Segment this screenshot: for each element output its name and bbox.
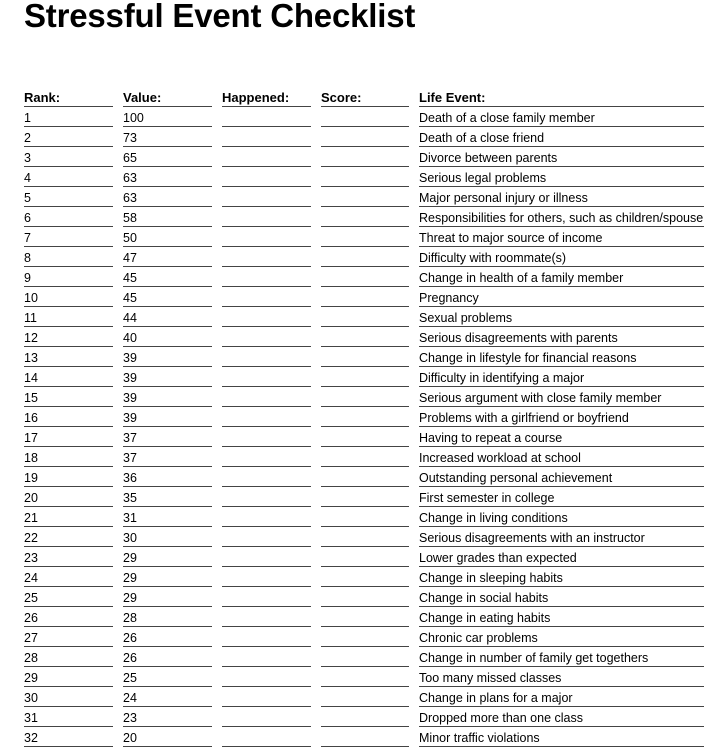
rank-cell: 19 (24, 468, 113, 487)
checklist-table (0, 88, 714, 748)
table-row (0, 728, 714, 748)
happened-blank[interactable] (222, 408, 311, 427)
table-row (0, 208, 714, 228)
table-row (0, 428, 714, 448)
value-cell: 39 (123, 348, 212, 367)
value-cell: 65 (123, 148, 212, 167)
table-row (0, 328, 714, 348)
rank-cell: 26 (24, 608, 113, 627)
score-blank[interactable] (321, 248, 409, 267)
table-row (0, 608, 714, 628)
happened-blank[interactable] (222, 628, 311, 647)
header-rank: Rank: (24, 88, 113, 107)
value-cell: 20 (123, 728, 212, 747)
happened-blank[interactable] (222, 428, 311, 447)
score-blank[interactable] (321, 628, 409, 647)
happened-blank[interactable] (222, 728, 311, 747)
happened-blank[interactable] (222, 248, 311, 267)
rank-cell: 15 (24, 388, 113, 407)
value-cell: 63 (123, 168, 212, 187)
header-score: Score: (321, 88, 409, 107)
table-row (0, 548, 714, 568)
life-event-cell: Responsibilities for others, such as children/spouse (419, 208, 704, 227)
life-event-cell: Change in social habits (419, 588, 704, 607)
rank-cell: 30 (24, 688, 113, 707)
table-row (0, 188, 714, 208)
rank-cell: 8 (24, 248, 113, 267)
rank-cell: 21 (24, 508, 113, 527)
value-cell: 23 (123, 708, 212, 727)
table-row (0, 448, 714, 468)
table-row (0, 708, 714, 728)
happened-blank[interactable] (222, 468, 311, 487)
life-event-cell: Too many missed classes (419, 668, 704, 687)
happened-blank[interactable] (222, 188, 311, 207)
rank-cell: 14 (24, 368, 113, 387)
value-cell: 29 (123, 548, 212, 567)
rank-cell: 10 (24, 288, 113, 307)
life-event-cell: Serious disagreements with an instructor (419, 528, 704, 547)
life-event-cell: Difficulty in identifying a major (419, 368, 704, 387)
life-event-cell: Death of a close family member (419, 108, 704, 127)
happened-blank[interactable] (222, 308, 311, 327)
rank-cell: 2 (24, 128, 113, 147)
life-event-cell: Divorce between parents (419, 148, 704, 167)
score-blank[interactable] (321, 308, 409, 327)
rank-cell: 3 (24, 148, 113, 167)
value-cell: 36 (123, 468, 212, 487)
life-event-cell: Lower grades than expected (419, 548, 704, 567)
score-blank[interactable] (321, 228, 409, 247)
life-event-cell: Difficulty with roommate(s) (419, 248, 704, 267)
rank-cell: 11 (24, 308, 113, 327)
score-blank[interactable] (321, 388, 409, 407)
rank-cell: 23 (24, 548, 113, 567)
table-row (0, 228, 714, 248)
score-blank[interactable] (321, 688, 409, 707)
score-blank[interactable] (321, 348, 409, 367)
happened-blank[interactable] (222, 108, 311, 127)
score-blank[interactable] (321, 508, 409, 527)
score-blank[interactable] (321, 168, 409, 187)
score-blank[interactable] (321, 488, 409, 507)
life-event-cell: Dropped more than one class (419, 708, 704, 727)
score-blank[interactable] (321, 448, 409, 467)
score-blank[interactable] (321, 568, 409, 587)
happened-blank[interactable] (222, 688, 311, 707)
header-happened: Happened: (222, 88, 311, 107)
rank-cell: 27 (24, 628, 113, 647)
life-event-cell: Pregnancy (419, 288, 704, 307)
life-event-cell: Serious argument with close family member (419, 388, 704, 407)
table-row (0, 648, 714, 668)
value-cell: 29 (123, 568, 212, 587)
value-cell: 35 (123, 488, 212, 507)
rank-cell: 28 (24, 648, 113, 667)
table-row (0, 688, 714, 708)
score-blank[interactable] (321, 468, 409, 487)
table-row (0, 288, 714, 308)
score-blank[interactable] (321, 288, 409, 307)
table-row (0, 168, 714, 188)
happened-blank[interactable] (222, 388, 311, 407)
score-blank[interactable] (321, 108, 409, 127)
happened-blank[interactable] (222, 648, 311, 667)
table-row (0, 588, 714, 608)
value-cell: 26 (123, 648, 212, 667)
life-event-cell: Change in plans for a major (419, 688, 704, 707)
happened-blank[interactable] (222, 528, 311, 547)
life-event-cell: Chronic car problems (419, 628, 704, 647)
score-blank[interactable] (321, 528, 409, 547)
value-cell: 100 (123, 108, 212, 127)
score-blank[interactable] (321, 368, 409, 387)
life-event-cell: Change in health of a family member (419, 268, 704, 287)
happened-blank[interactable] (222, 568, 311, 587)
value-cell: 25 (123, 668, 212, 687)
table-row (0, 628, 714, 648)
life-event-cell: Serious disagreements with parents (419, 328, 704, 347)
value-cell: 30 (123, 528, 212, 547)
happened-blank[interactable] (222, 268, 311, 287)
life-event-cell: Change in sleeping habits (419, 568, 704, 587)
table-row (0, 668, 714, 688)
happened-blank[interactable] (222, 168, 311, 187)
value-cell: 63 (123, 188, 212, 207)
table-body (0, 108, 714, 748)
score-blank[interactable] (321, 608, 409, 627)
table-row (0, 308, 714, 328)
header-value: Value: (123, 88, 212, 107)
rank-cell: 18 (24, 448, 113, 467)
value-cell: 45 (123, 288, 212, 307)
table-row (0, 368, 714, 388)
value-cell: 39 (123, 388, 212, 407)
happened-blank[interactable] (222, 668, 311, 687)
rank-cell: 13 (24, 348, 113, 367)
life-event-cell: Change in number of family get togethers (419, 648, 704, 667)
score-blank[interactable] (321, 408, 409, 427)
score-blank[interactable] (321, 548, 409, 567)
life-event-cell: Minor traffic violations (419, 728, 704, 747)
rank-cell: 9 (24, 268, 113, 287)
life-event-cell: Problems with a girlfriend or boyfriend (419, 408, 704, 427)
rank-cell: 12 (24, 328, 113, 347)
value-cell: 40 (123, 328, 212, 347)
happened-blank[interactable] (222, 488, 311, 507)
life-event-cell: Having to repeat a course (419, 428, 704, 447)
happened-blank[interactable] (222, 348, 311, 367)
value-cell: 26 (123, 628, 212, 647)
rank-cell: 24 (24, 568, 113, 587)
value-cell: 24 (123, 688, 212, 707)
value-cell: 47 (123, 248, 212, 267)
life-event-cell: Major personal injury or illness (419, 188, 704, 207)
rank-cell: 1 (24, 108, 113, 127)
value-cell: 37 (123, 428, 212, 447)
happened-blank[interactable] (222, 448, 311, 467)
table-row (0, 408, 714, 428)
value-cell: 39 (123, 408, 212, 427)
page-title: Stressful Event Checklist (24, 0, 416, 34)
table-row (0, 488, 714, 508)
score-blank[interactable] (321, 268, 409, 287)
score-blank[interactable] (321, 208, 409, 227)
happened-blank[interactable] (222, 368, 311, 387)
score-blank[interactable] (321, 588, 409, 607)
table-header (0, 88, 714, 108)
rank-cell: 4 (24, 168, 113, 187)
value-cell: 28 (123, 608, 212, 627)
happened-blank[interactable] (222, 708, 311, 727)
happened-blank[interactable] (222, 228, 311, 247)
life-event-cell: Increased workload at school (419, 448, 704, 467)
rank-cell: 32 (24, 728, 113, 747)
score-blank[interactable] (321, 428, 409, 447)
life-event-cell: Outstanding personal achievement (419, 468, 704, 487)
rank-cell: 6 (24, 208, 113, 227)
life-event-cell: Change in living conditions (419, 508, 704, 527)
happened-blank[interactable] (222, 148, 311, 167)
table-row (0, 468, 714, 488)
rank-cell: 31 (24, 708, 113, 727)
happened-blank[interactable] (222, 608, 311, 627)
rank-cell: 5 (24, 188, 113, 207)
life-event-cell: Change in eating habits (419, 608, 704, 627)
rank-cell: 29 (24, 668, 113, 687)
happened-blank[interactable] (222, 508, 311, 527)
score-blank[interactable] (321, 728, 409, 747)
score-blank[interactable] (321, 328, 409, 347)
table-row (0, 508, 714, 528)
happened-blank[interactable] (222, 328, 311, 347)
rank-cell: 20 (24, 488, 113, 507)
table-row (0, 268, 714, 288)
happened-blank[interactable] (222, 548, 311, 567)
rank-cell: 16 (24, 408, 113, 427)
table-row (0, 148, 714, 168)
table-row (0, 528, 714, 548)
score-blank[interactable] (321, 708, 409, 727)
happened-blank[interactable] (222, 288, 311, 307)
score-blank[interactable] (321, 128, 409, 147)
happened-blank[interactable] (222, 208, 311, 227)
rank-cell: 22 (24, 528, 113, 547)
value-cell: 44 (123, 308, 212, 327)
table-row (0, 108, 714, 128)
score-blank[interactable] (321, 668, 409, 687)
value-cell: 73 (123, 128, 212, 147)
happened-blank[interactable] (222, 128, 311, 147)
life-event-cell: Death of a close friend (419, 128, 704, 147)
life-event-cell: Serious legal problems (419, 168, 704, 187)
value-cell: 50 (123, 228, 212, 247)
value-cell: 58 (123, 208, 212, 227)
value-cell: 45 (123, 268, 212, 287)
rank-cell: 7 (24, 228, 113, 247)
rank-cell: 17 (24, 428, 113, 447)
table-row (0, 568, 714, 588)
rank-cell: 25 (24, 588, 113, 607)
life-event-cell: Sexual problems (419, 308, 704, 327)
score-blank[interactable] (321, 648, 409, 667)
table-row (0, 388, 714, 408)
life-event-cell: Change in lifestyle for financial reasons (419, 348, 704, 367)
value-cell: 39 (123, 368, 212, 387)
table-row (0, 348, 714, 368)
happened-blank[interactable] (222, 588, 311, 607)
score-blank[interactable] (321, 148, 409, 167)
table-row (0, 128, 714, 148)
table-row (0, 248, 714, 268)
header-life-event: Life Event: (419, 88, 704, 107)
value-cell: 29 (123, 588, 212, 607)
value-cell: 31 (123, 508, 212, 527)
score-blank[interactable] (321, 188, 409, 207)
life-event-cell: Threat to major source of income (419, 228, 704, 247)
life-event-cell: First semester in college (419, 488, 704, 507)
value-cell: 37 (123, 448, 212, 467)
